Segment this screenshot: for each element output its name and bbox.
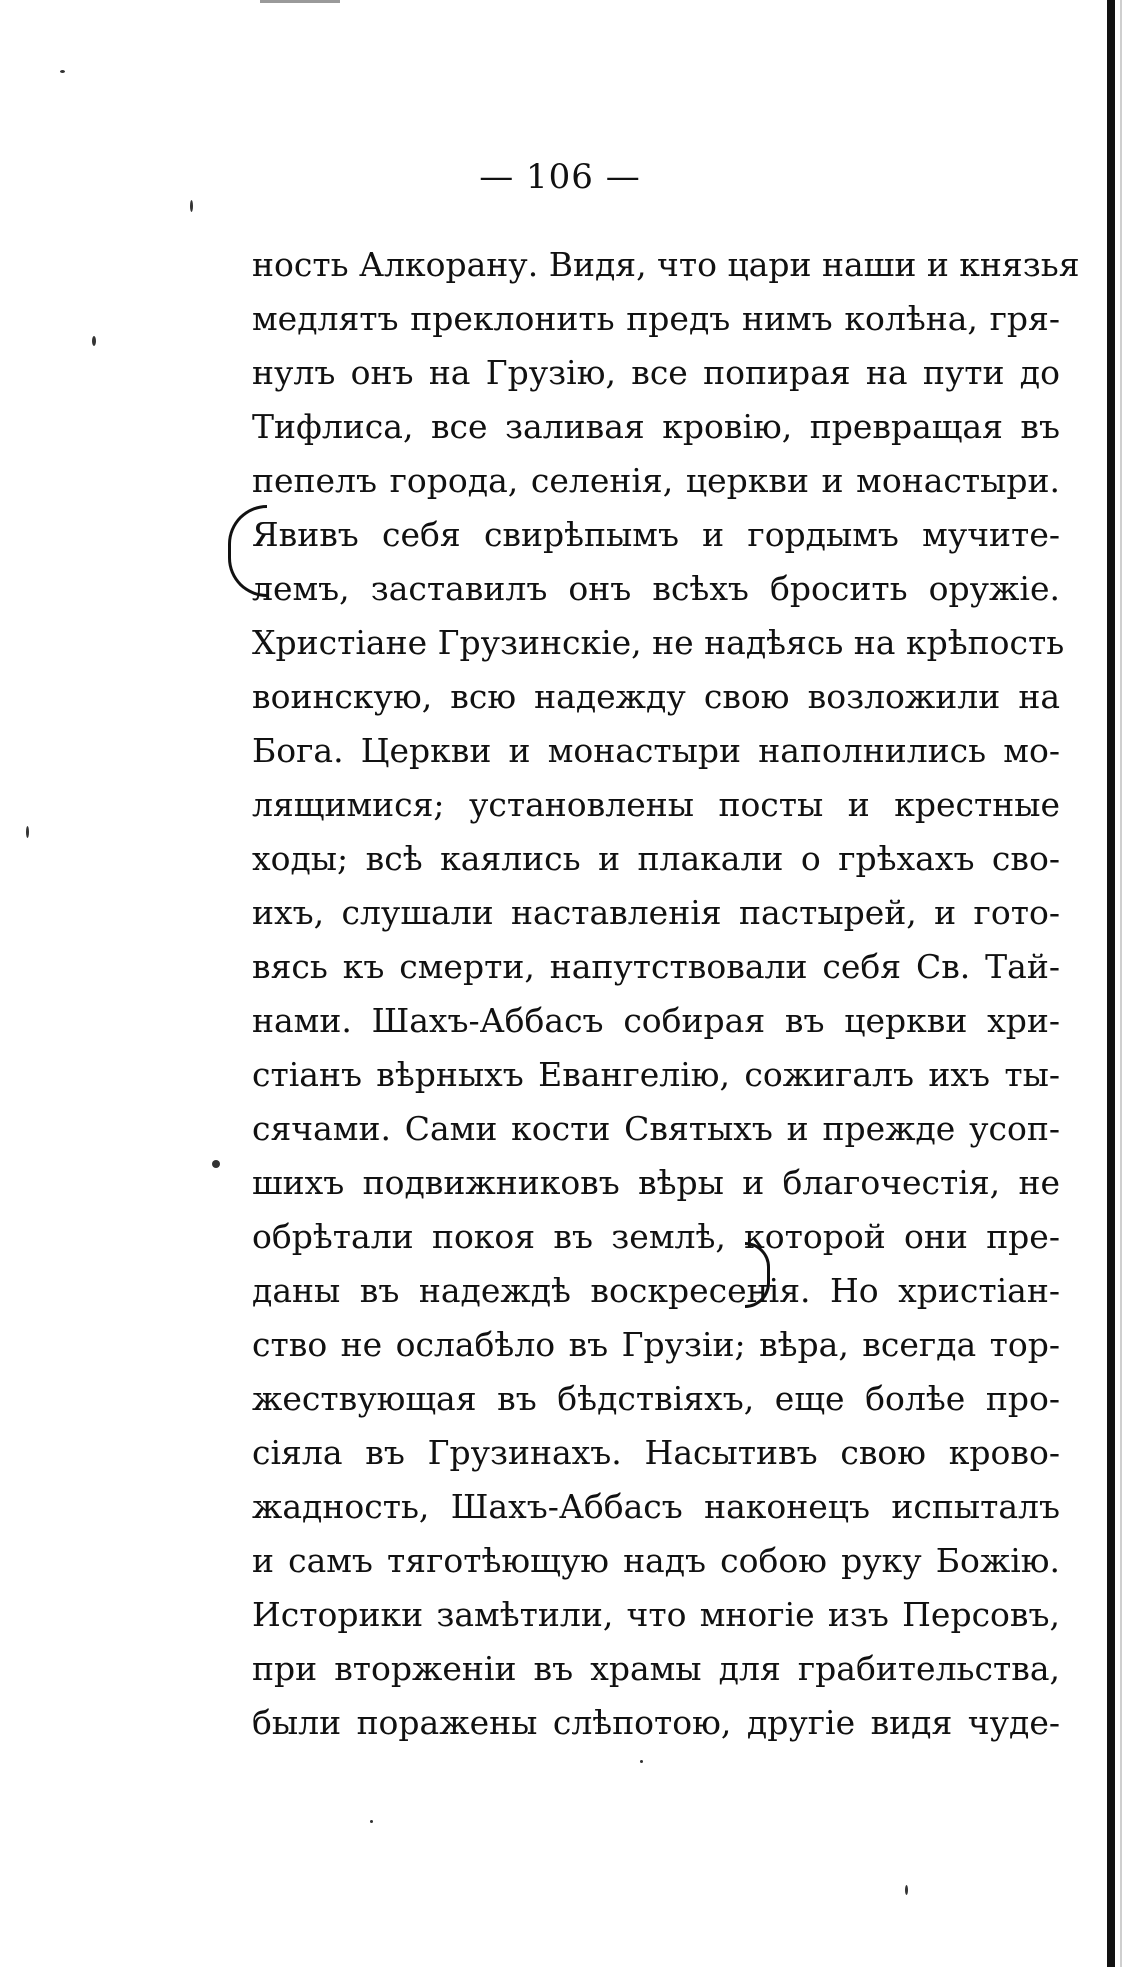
text-line: Христіане Грузинскіе, не надѣясь на крѣпость (252, 623, 1065, 662)
text-line: сіяла въ Грузинахъ. Насытивъ свою крово- (252, 1433, 1060, 1472)
page-binding-shadow (1120, 0, 1122, 1967)
text-line: ходы; всѣ каялись и плакали о грѣхахъ сво- (252, 839, 1060, 878)
paper-speck (92, 336, 96, 346)
text-line: ность Алкорану. Видя, что цари наши и князья (252, 245, 1080, 284)
text-line: медлятъ преклонить предъ нимъ колѣна, гря- (252, 299, 1060, 338)
page-binding-edge (1107, 0, 1115, 1967)
paper-speck (640, 1760, 643, 1763)
text-line: сячами. Сами кости Святыхъ и прежде усоп- (252, 1109, 1060, 1148)
text-line: лящимися; установлены посты и крестные (252, 785, 1060, 824)
paper-speck (370, 1820, 373, 1823)
text-line: даны въ надеждѣ воскресенія. Но христіан- (252, 1271, 1060, 1310)
text-line: Бога. Церкви и монастыри наполнились мо- (252, 731, 1060, 770)
text-line: лемъ, заставилъ онъ всѣхъ бросить оружіе. (252, 569, 1060, 608)
text-line: жествующая въ бѣдствіяхъ, еще болѣе про- (252, 1379, 1060, 1418)
text-line: были поражены слѣпотою, другіе видя чуде- (252, 1703, 1060, 1742)
text-line: при вторженіи въ храмы для грабительства, (252, 1649, 1060, 1688)
text-line: шихъ подвижниковъ вѣры и благочестія, не (252, 1163, 1060, 1202)
text-line: Тифлиса, все заливая кровію, превращая въ (252, 407, 1060, 446)
text-line: воинскую, всю надежду свою возложили на (252, 677, 1060, 716)
paper-speck (190, 200, 193, 212)
text-line: вясь къ смерти, напутствовали себя Св. Тай- (252, 947, 1060, 986)
paper-speck (212, 1160, 220, 1168)
page-number: — 106 — (479, 157, 641, 197)
text-line: стіанъ вѣрныхъ Евангелію, сожигалъ ихъ ты- (252, 1055, 1060, 1094)
text-line: ство не ослабѣло въ Грузіи; вѣра, всегда тор- (252, 1325, 1060, 1364)
body-text (252, 238, 1080, 1750)
text-line: и самъ тяготѣющую надъ собою руку Божію. (252, 1541, 1060, 1580)
text-line: обрѣтали покоя въ землѣ, которой они пре- (252, 1217, 1060, 1256)
text-line: ихъ, слушали наставленія пастырей, и гото- (252, 893, 1060, 932)
text-line: Историки замѣтили, что многіе изъ Персовъ, (252, 1595, 1060, 1634)
text-line: Явивъ себя свирѣпымъ и гордымъ мучите- (252, 515, 1060, 554)
text-line: пепелъ города, селенія, церкви и монастыри. (252, 461, 1060, 500)
paper-speck (60, 70, 65, 73)
paper-speck (905, 1885, 908, 1895)
text-line: нулъ онъ на Грузію, все попирая на пути до (252, 353, 1060, 392)
top-edge-mark (260, 0, 340, 3)
paper-speck (26, 826, 29, 838)
text-line: нами. Шахъ-Аббасъ собирая въ церкви хри- (252, 1001, 1060, 1040)
text-line: жадность, Шахъ-Аббасъ наконецъ испыталъ (252, 1487, 1060, 1526)
margin-pencil-mark (228, 505, 267, 597)
